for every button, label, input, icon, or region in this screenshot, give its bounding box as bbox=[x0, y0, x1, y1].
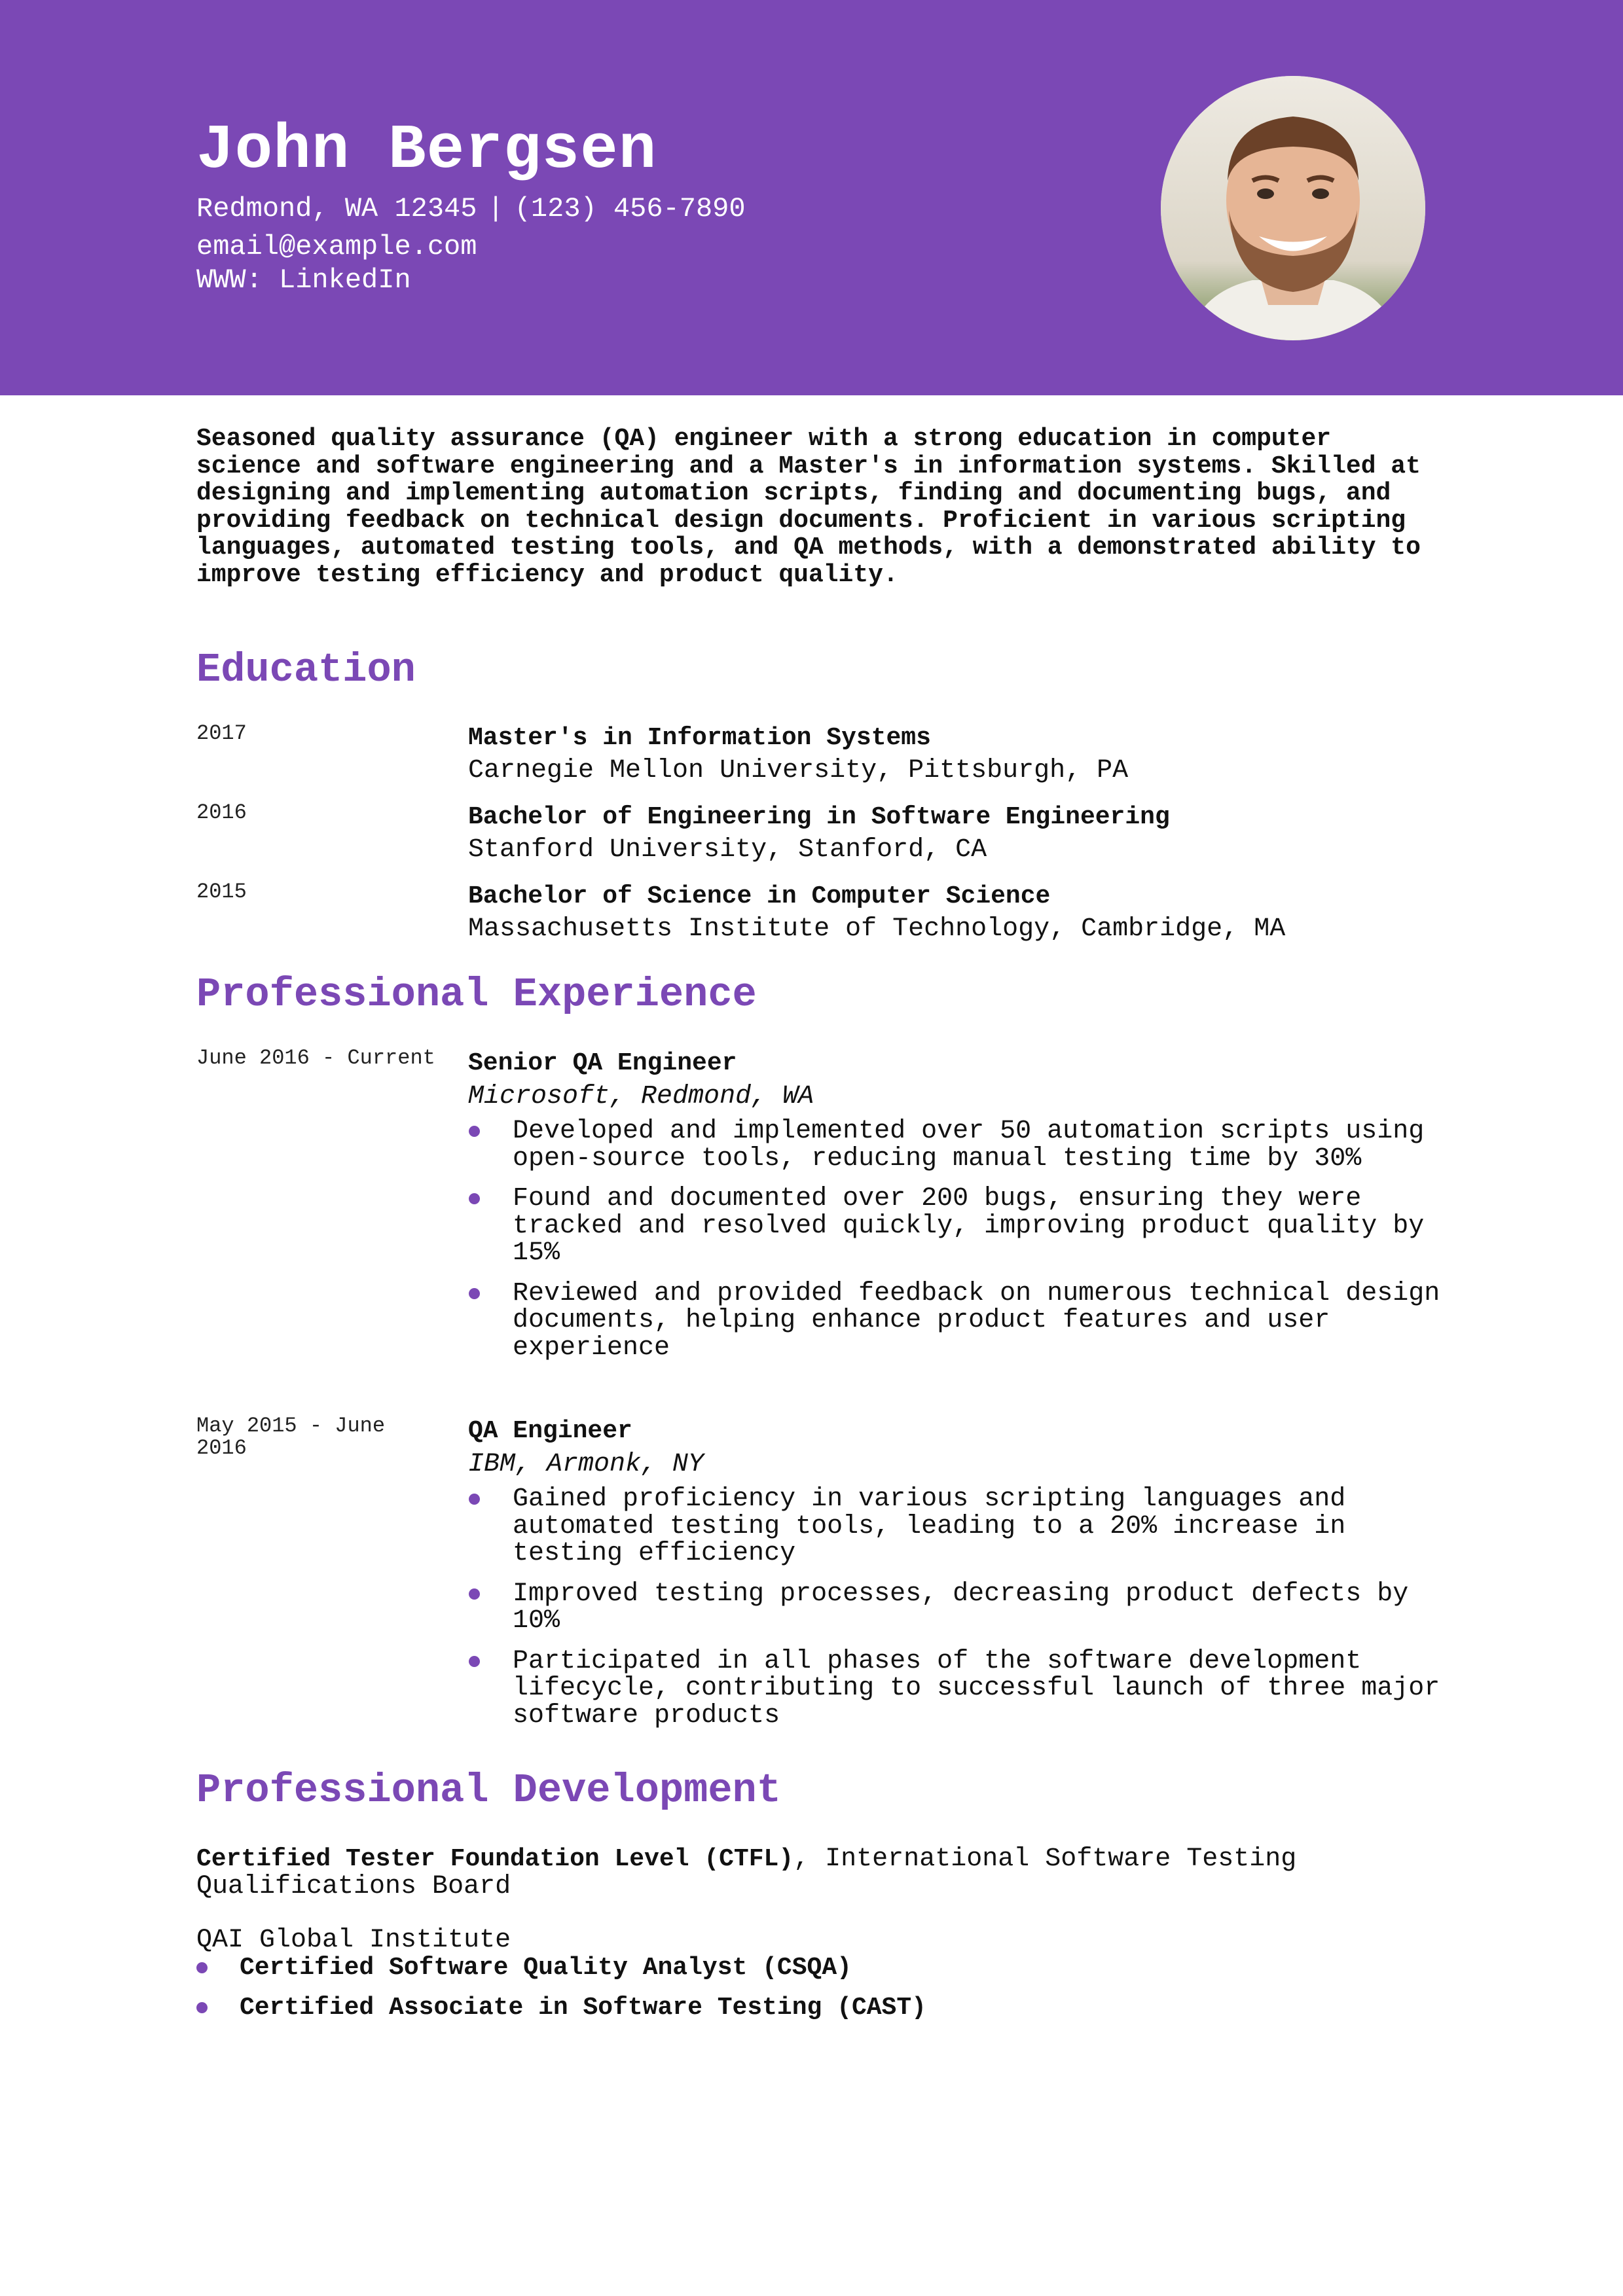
bullet-text: Found and documented over 200 bugs, ensuring they were tracked and resolved quickly, improving product quality by 15% bbox=[513, 1184, 1425, 1268]
cert-name: Certified Software Quality Analyst (CSQA) bbox=[240, 1953, 852, 1982]
contact-line bbox=[196, 192, 746, 225]
separator: | bbox=[487, 193, 504, 224]
section-title-experience: Professional Experience bbox=[196, 971, 757, 1018]
job-company: IBM, Armonk, NY bbox=[468, 1450, 704, 1479]
cert-org: QAI Global Institute bbox=[196, 1926, 511, 1955]
list-item bbox=[468, 1118, 1440, 1172]
professional-summary: Seasoned quality assurance (QA) engineer with a strong education in computer science and software engineering and a Master's in information systems. Skilled at designing and implementing automation scripts, finding and documenting bugs, and providing feedback on technical design documents. Proficient in various scripting languages, automated testing tools, and QA methods, with a demonstrated ability to improve testing efficiency and product quality. bbox=[196, 425, 1421, 589]
ctfl-certification bbox=[196, 1846, 1440, 1900]
bullet-text: Improved testing processes, decreasing product defects by 10% bbox=[513, 1579, 1409, 1636]
bullet-dot-icon bbox=[196, 1962, 208, 1973]
education-year: 2016 bbox=[196, 800, 247, 825]
degree: Bachelor of Engineering in Software Engineering bbox=[468, 803, 1170, 831]
address: Redmond, WA 12345 bbox=[196, 193, 477, 224]
list-item bbox=[468, 1648, 1440, 1730]
candidate-name: John Bergsen bbox=[196, 115, 657, 186]
education-year: 2017 bbox=[196, 721, 247, 745]
job-dates: May 2015 - June 2016 bbox=[196, 1414, 386, 1460]
cert-name: Certified Tester Foundation Level (CTFL) bbox=[196, 1845, 794, 1873]
cert-org: , International Software Testing Qualifications Board bbox=[196, 1844, 1297, 1901]
section-title-development: Professional Development bbox=[196, 1767, 781, 1814]
cert-name: Certified Associate in Software Testing (CAST) bbox=[240, 1994, 926, 2022]
header-banner bbox=[0, 0, 1623, 395]
list-item bbox=[196, 1954, 1440, 1982]
bullet-text: Developed and implemented over 50 automation scripts using open-source tools, reducing manual testing time by 30% bbox=[513, 1117, 1425, 1174]
list-item bbox=[468, 1486, 1440, 1568]
phone: (123) 456-7890 bbox=[514, 193, 746, 224]
list-item bbox=[468, 1185, 1440, 1267]
list-item bbox=[196, 1994, 1440, 2022]
cert-list bbox=[196, 1954, 1440, 2022]
list-item bbox=[468, 1581, 1440, 1635]
list-item bbox=[468, 1280, 1440, 1362]
job-bullets bbox=[468, 1486, 1440, 1729]
section-title-education: Education bbox=[196, 647, 416, 693]
degree: Bachelor of Science in Computer Science bbox=[468, 882, 1051, 910]
job-company: Microsoft, Redmond, WA bbox=[468, 1082, 814, 1111]
profile-photo bbox=[1161, 76, 1425, 340]
job-role: Senior QA Engineer bbox=[468, 1049, 737, 1077]
job-bullets bbox=[468, 1118, 1440, 1361]
bullet-dot-icon bbox=[469, 1588, 480, 1600]
bullet-text: Reviewed and provided feedback on numerous technical design documents, helping enhance product features and user experience bbox=[513, 1278, 1440, 1363]
bullet-text: Gained proficiency in various scripting languages and automated testing tools, leading to a 20% increase in testing efficiency bbox=[513, 1484, 1346, 1568]
website-link[interactable]: WWW: LinkedIn bbox=[196, 264, 411, 296]
bullet-text: Participated in all phases of the software development lifecycle, contributing to successful launch of three major software products bbox=[513, 1646, 1440, 1731]
job-role: QA Engineer bbox=[468, 1417, 632, 1445]
bullet-dot-icon bbox=[469, 1494, 480, 1505]
education-year: 2015 bbox=[196, 880, 247, 904]
bullet-dot-icon bbox=[196, 2002, 208, 2013]
degree: Master's in Information Systems bbox=[468, 724, 931, 752]
email[interactable]: email@example.com bbox=[196, 231, 477, 262]
bullet-dot-icon bbox=[469, 1126, 480, 1137]
school: Carnegie Mellon University, Pittsburgh, PA bbox=[468, 756, 1129, 785]
bullet-dot-icon bbox=[469, 1288, 480, 1299]
job-dates: June 2016 - Current bbox=[196, 1046, 435, 1070]
bullet-dot-icon bbox=[469, 1193, 480, 1204]
bullet-dot-icon bbox=[469, 1656, 480, 1667]
qai-certifications bbox=[196, 1927, 1440, 2035]
school: Massachusetts Institute of Technology, Cambridge, MA bbox=[468, 914, 1286, 944]
school: Stanford University, Stanford, CA bbox=[468, 835, 987, 865]
